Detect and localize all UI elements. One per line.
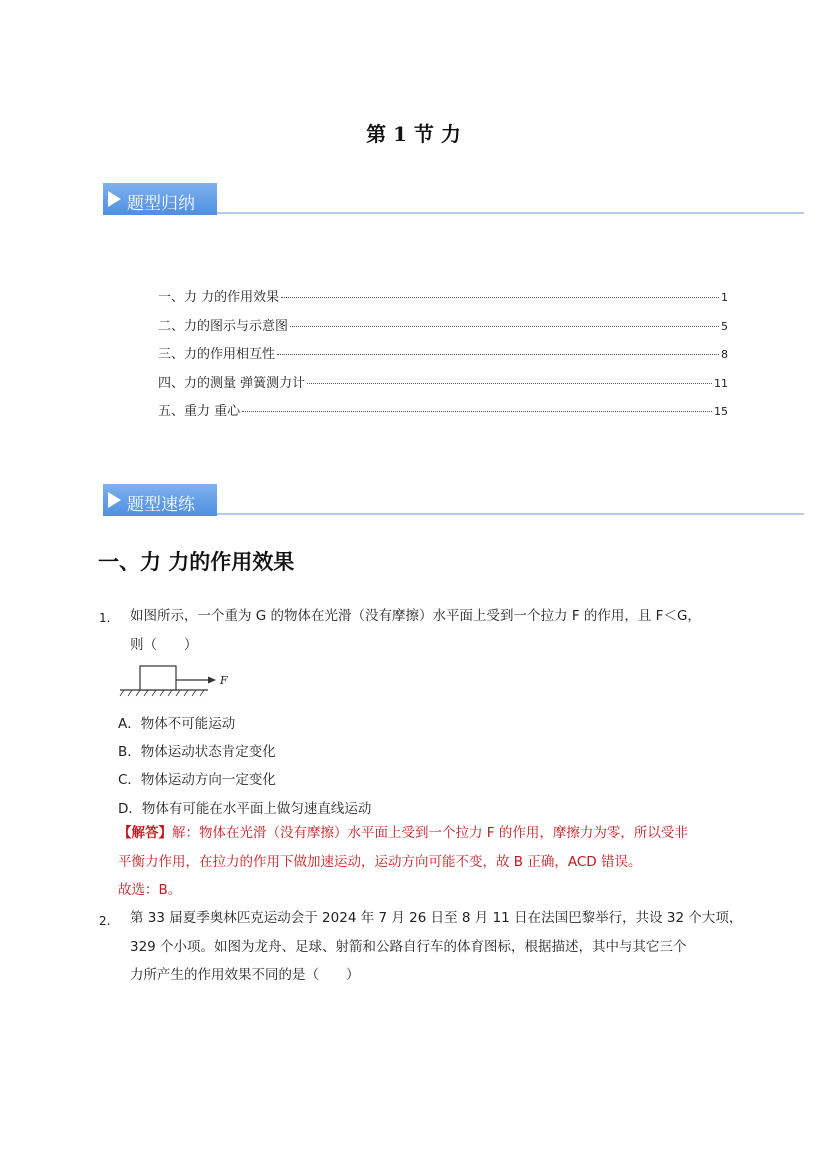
force-label: F	[220, 674, 228, 687]
option-b[interactable]: B．物体运动状态肯定变化	[118, 744, 276, 760]
option-d[interactable]: D．物体有可能在水平面上做匀速直线运动	[118, 801, 372, 817]
toc-item[interactable]: 四、力的测量 弹簧测力计 11	[158, 375, 728, 391]
section-heading: 一、力 力的作用效果	[98, 550, 295, 574]
banner-label: 题型归纳	[127, 194, 195, 214]
question-text: 如图所示，一个重为 G 的物体在光滑（没有摩擦）水平面上受到一个拉力 F 的作用，且 F＜G， 则（ ）	[130, 608, 701, 653]
toc-item[interactable]: 一、力 力的作用效果 1	[158, 290, 728, 305]
divider	[217, 513, 804, 515]
arrow-right-icon	[108, 492, 121, 508]
ground-hatch	[120, 690, 204, 696]
force-arrowhead	[208, 677, 216, 684]
table-of-contents	[158, 286, 728, 429]
question-number: 2.	[99, 914, 111, 928]
answer-tag: 【解答】	[118, 825, 172, 841]
force-diagram	[118, 660, 238, 700]
toc-item[interactable]: 五、重力 重心 15	[158, 404, 728, 419]
toc-item[interactable]: 三、力的作用相互性 8	[158, 347, 728, 362]
question-text: 第 33 届夏季奥林匹克运动会于 2024 年 7 月 26 日至 8 月 11 日在法国巴黎举行，共设 32 个大项， 329 个小项。如图为龙舟、足球、射箭和公路自行车的体育图标，根据描述，其中与其它三个 力所产生的作用效果不同的是（ ）	[130, 910, 743, 983]
arrow-right-icon	[108, 191, 121, 207]
question-number: 1.	[99, 611, 111, 625]
block	[140, 666, 176, 690]
section-banner-practice	[103, 484, 804, 516]
answer-explanation: 【解答】解：物体在光滑（没有摩擦）水平面上受到一个拉力 F 的作用，摩擦力为零，所以受非 平衡力作用，在拉力的作用下做加速运动，运动方向可能不变，故 B 正确，ACD 错误。 故选：B。	[118, 825, 688, 898]
option-a[interactable]: A．物体不可能运动	[118, 716, 236, 732]
divider	[217, 212, 804, 214]
banner-label: 题型速练	[127, 495, 195, 515]
section-banner-summary	[103, 183, 804, 215]
option-c[interactable]: C．物体运动方向一定变化	[118, 772, 276, 788]
toc-item[interactable]: 二、力的图示与示意图 5	[158, 318, 728, 334]
page-title: 第 1 节 力	[366, 122, 461, 146]
